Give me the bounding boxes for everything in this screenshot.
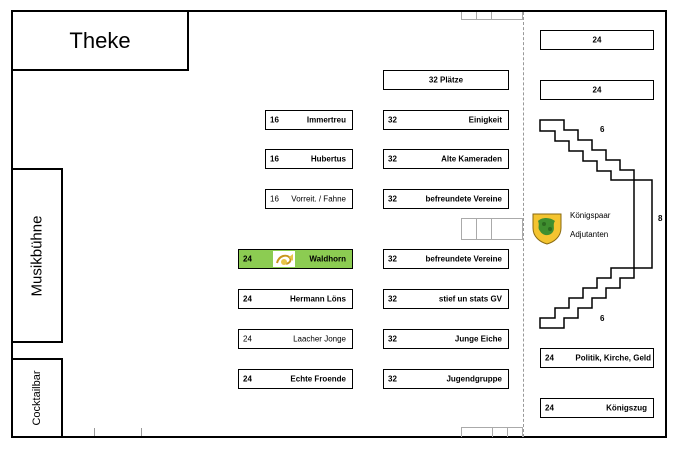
table-seats: 24 (592, 35, 602, 45)
cocktailbar-label: Cocktailbar (31, 370, 43, 426)
table-name: befreundete Vereine (425, 194, 502, 204)
table-seats: 32 (388, 194, 397, 204)
seats-side-label: 8 (658, 214, 663, 223)
table-seats: 32 (388, 294, 397, 304)
table-seats: 16 (270, 154, 279, 164)
table-seats: 32 (388, 374, 397, 384)
table-name: befreundete Vereine (425, 254, 502, 264)
table-seats: 24 (243, 374, 252, 384)
table-seats: 32 (388, 154, 397, 164)
koenigspaar-label: Königspaar (570, 211, 611, 220)
table-name: Waldhorn (309, 254, 346, 264)
table-name: Alte Kameraden (441, 154, 502, 164)
table-seats: 32 (388, 115, 397, 125)
table-name: Echte Froende (290, 374, 346, 384)
table-seats: 24 (592, 85, 602, 95)
table-name: Politik, Kirche, Geld (575, 353, 651, 363)
crest-icon (530, 211, 564, 245)
musikbuehne-label: Musikbühne (28, 215, 46, 296)
table-seats: 32 (388, 334, 397, 344)
table-name: Hermann Löns (289, 294, 346, 304)
table-seats: 24 (545, 403, 554, 413)
table-name: Vorreit. / Fahne (291, 194, 346, 204)
table-seats: 16 (270, 115, 279, 125)
seats-top-label: 6 (600, 125, 605, 134)
table-seats: 24 (545, 353, 554, 363)
adjutanten-label: Adjutanten (570, 230, 609, 239)
table-name: Hubertus (310, 154, 346, 164)
table-seats: 24 (243, 334, 252, 344)
table-seats: 24 (243, 294, 252, 304)
table-name: Immertreu (306, 115, 346, 125)
table-name: Einigkeit (468, 115, 502, 125)
seats-bottom-label: 6 (600, 314, 605, 323)
table-name: stief un stats GV (438, 294, 502, 304)
table-name: Junge Eiche (454, 334, 502, 344)
theke-label: Theke (69, 27, 131, 53)
table-seats: 16 (270, 194, 279, 204)
table-seats: 32 (388, 254, 397, 264)
table-seats: 24 (243, 254, 252, 264)
table-name: Königszug (606, 403, 647, 413)
table-name: Laacher Jonge (293, 334, 346, 344)
table-name: Jugendgruppe (446, 374, 502, 384)
table-label: 32 Plätze (428, 75, 464, 85)
